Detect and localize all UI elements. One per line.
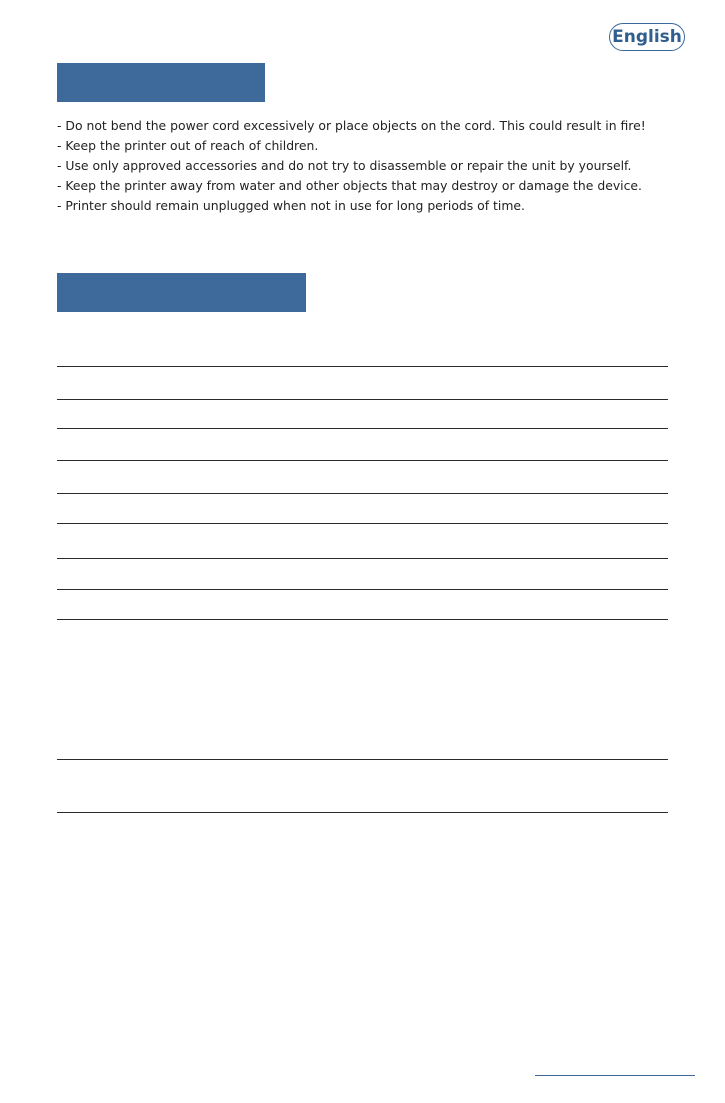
warning-item: - Do not bend the power cord excessively or place objects on the cord. This could result in fire! [57, 118, 646, 133]
warning-item: - Keep the printer away from water and other objects that may destroy or damage the device. [57, 178, 642, 193]
table-row-divider [57, 523, 668, 524]
warning-item: - Keep the printer out of reach of children. [57, 138, 319, 153]
safety-section-header-bar [57, 63, 265, 102]
language-badge[interactable]: English [609, 23, 685, 51]
table-row-divider [57, 812, 668, 813]
table-row-divider [57, 366, 668, 367]
table-row-divider [57, 428, 668, 429]
warning-item: - Use only approved accessories and do not try to disassemble or repair the unit by yourself. [57, 158, 632, 173]
table-row-divider [57, 399, 668, 400]
table-row-divider [57, 759, 668, 760]
footer-accent-rule [535, 1075, 695, 1076]
table-row-divider [57, 493, 668, 494]
table-row-divider [57, 558, 668, 559]
specifications-section-header-bar [57, 273, 306, 312]
warning-item: - Printer should remain unplugged when not in use for long periods of time. [57, 198, 525, 213]
table-row-divider [57, 460, 668, 461]
table-row-divider [57, 619, 668, 620]
table-row-divider [57, 589, 668, 590]
safety-warnings-list [57, 116, 697, 216]
